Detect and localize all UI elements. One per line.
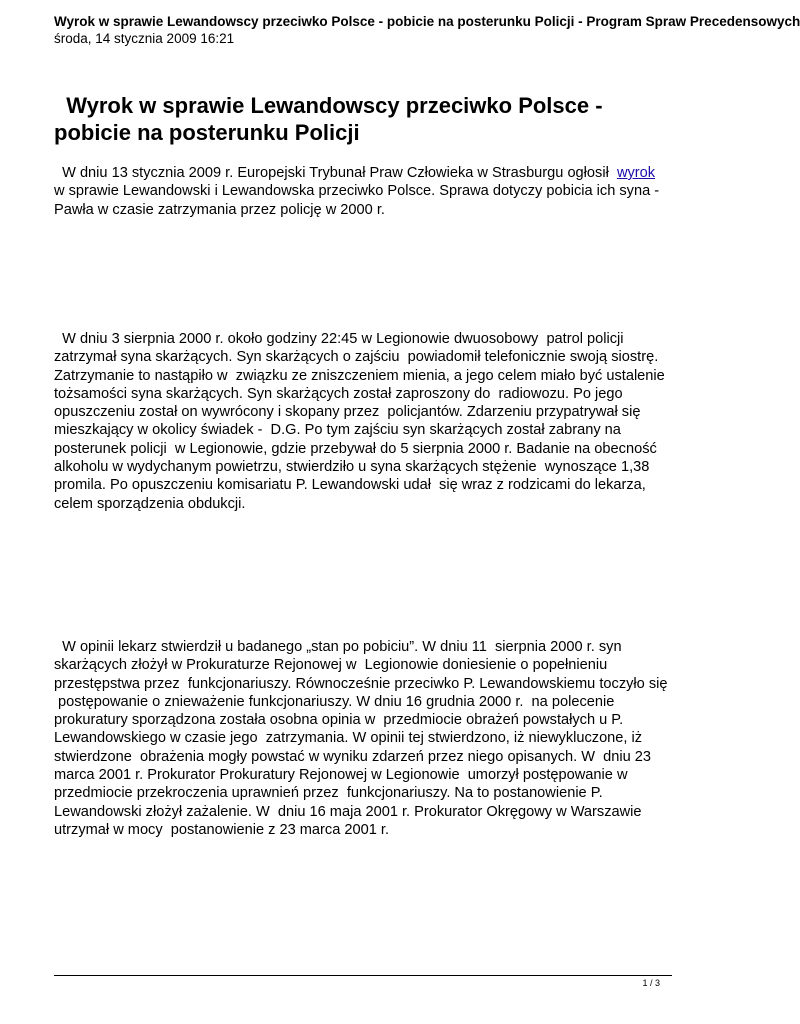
judgment-link[interactable]: wyrok xyxy=(616,165,656,181)
paragraph-line: Lewandowski złożył zażalenie. W dniu 16 maja 2001 r. Prokurator Okręgowy w Warszawie xyxy=(54,803,642,820)
paragraph-line: Pawła w czasie zatrzymania przez policję w 2000 r. xyxy=(54,201,385,218)
page-number: 1 / 3 xyxy=(642,978,660,988)
paragraph-line: celem sporządzenia obdukcji. xyxy=(54,495,246,512)
paragraph-line: stwierdzone obrażenia mogły powstać w wyniku zdarzeń przez niego opisanych. W dniu 23 xyxy=(54,748,652,765)
paragraph-line: skarżących złożył w Prokuraturze Rejonowej w Legionowie doniesienie o popełnieniu xyxy=(54,657,608,674)
paragraph-line: alkoholu w wydychanym powietrzu, stwierdziło u syna skarżących stężenie wynoszące 1,38 xyxy=(54,459,650,476)
article-title xyxy=(54,92,674,146)
paragraph-line: promila. Po opuszczeniu komisariatu P. Lewandowski udał się wraz z rodzicami do lekarza, xyxy=(54,477,646,494)
paragraph-line xyxy=(54,164,684,182)
paragraph-line: zatrzymał syna skarżących. Syn skarżących o zajściu powiadomił telefonicznie swoją siostrę. xyxy=(54,349,659,366)
paragraph-facts xyxy=(54,330,684,513)
paragraph-line: postępowanie o znieważenie funkcjonariuszy. W dniu 16 grudnia 2000 r. na polecenie xyxy=(54,693,615,710)
paragraph-line: przestępstwa przez funkcjonariuszy. Równocześnie przeciwko P. Lewandowskiemu toczyło się xyxy=(54,675,668,692)
article-title-line: Wyrok w sprawie Lewandowscy przeciwko Polsce - xyxy=(54,93,603,118)
paragraph-text: W dniu 13 stycznia 2009 r. Europejski Trybunał Praw Człowieka w Strasburgu ogłosił xyxy=(54,165,617,181)
paragraph-line: mieszkający w okolicy świadek - D.G. Po tym zajściu syn skarżących został zabrany na xyxy=(54,422,621,439)
article-title-line: pobicie na posterunku Policji xyxy=(54,120,360,145)
paragraph-line: marca 2001 r. Prokurator Prokuratury Rejonowej w Legionowie umorzył postępowanie w xyxy=(54,767,628,784)
paragraph-intro xyxy=(54,164,684,219)
paragraph-line: prokuratury sporządzona została osobna opinia w przedmiocie obrażeń powstałych u P. xyxy=(54,712,624,729)
paragraph-line: opuszczeniu został on wywrócony i skopany przez policjantów. Zdarzeniu przypatrywał się xyxy=(54,404,641,421)
paragraph-line: utrzymał w mocy postanowienie z 23 marca 2001 r. xyxy=(54,821,389,838)
document-header-date: środa, 14 stycznia 2009 16:21 xyxy=(54,31,235,46)
paragraph-line: w sprawie Lewandowski i Lewandowska przeciwko Polsce. Sprawa dotyczy pobicia ich syna - xyxy=(54,183,660,200)
paragraph-line: posterunek policji w Legionowie, gdzie przebywał do 5 sierpnia 2000 r. Badanie na obecność xyxy=(54,440,657,457)
document-header-title: Wyrok w sprawie Lewandowscy przeciwko Polsce - pobicie na posterunku Policji - Program Spraw Precedensowych xyxy=(54,14,800,29)
footer-divider xyxy=(54,975,672,976)
paragraph-line: tożsamości syna skarżących. Syn skarżących został zaproszony do radiowozu. Po jego xyxy=(54,385,623,402)
paragraph-line: Lewandowskiego w czasie jego zatrzymania. W opinii tej stwierdzono, iż niewykluczone, iż xyxy=(54,730,643,747)
paragraph-opinion xyxy=(54,638,684,839)
paragraph-line: W dniu 3 sierpnia 2000 r. około godziny 22:45 w Legionowie dwuosobowy patrol policji xyxy=(54,331,624,347)
paragraph-line: W opinii lekarz stwierdził u badanego „stan po pobiciu”. W dniu 11 sierpnia 2000 r. syn xyxy=(54,639,622,655)
paragraph-line: Zatrzymanie to nastąpiło w związku ze zniszczeniem mienia, a jego celem miało być ustalenie xyxy=(54,367,665,384)
paragraph-line: przedmiocie przekroczenia uprawnień przez funkcjonariuszy. Na to postanowienie P. xyxy=(54,785,603,802)
